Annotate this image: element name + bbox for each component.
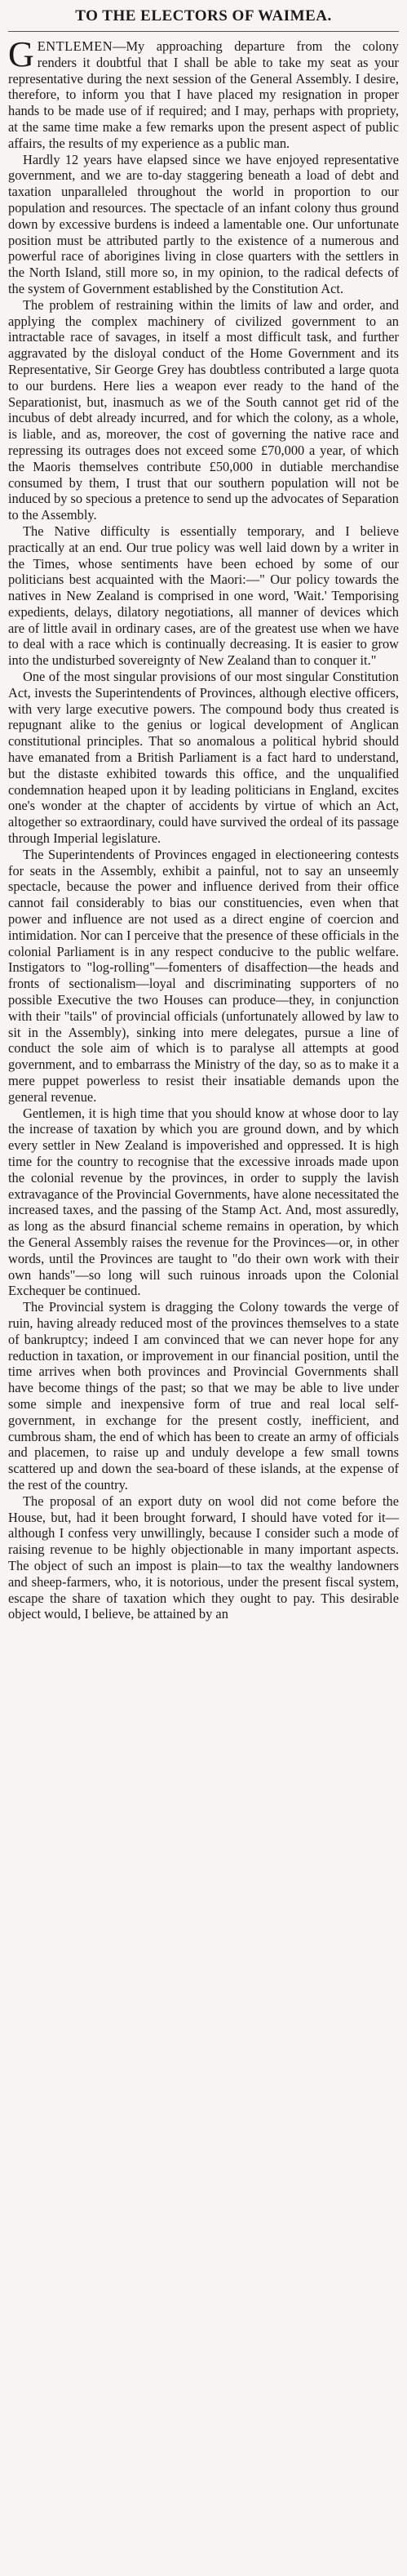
article-paragraph: Hardly 12 years have elapsed since we have enjoyed representative government, and we are to-day staggering beneath a load of debt and taxation unparalleled throughout the world in proportion to our population and resources. The spectacle of an infant colony thus ground down by excessive burdens is indeed a lamentable one. Our unfortunate position must be attributed partly to the existence of a numerous and powerful race of aborigines living in close quarters with the settlers in the North Island, still more so, in my opinion, to the radical defects of the system of Government established by the Constitution Act. [8, 151, 399, 296]
article-paragraph: The proposal of an export duty on wool did not come before the House, but, had it been brought forward, I should have voted for it—although I confess very unwillingly, because I consider such a mode of raising revenue to be highly objectionable in many important aspects. The object of such an impost is plain—to tax the wealthy landowners and sheep-farmers, who, it is notorious, under the present fiscal system, escape the share of taxation which they ought to pay. This desirable object would, I believe, be attained by an [8, 1493, 399, 1622]
article-paragraph: One of the most singular provisions of our most singular Constitution Act, invests the Superintendents of Provinces, although elective officers, with very large executive powers. The compound body thus created is repugnant alike to the genius or logical development of Anglican constitutional principles. That so anomalous a political hybrid should have emanated from a British Parliament is a fact hard to understand, but the distaste exhibited towards this office, and the unqualified condemnation heaped upon it by leading politicians in England, excites one's wonder at the chapter of accidents by virtue of which an Act, altogether so extraordinary, could have survived the ordeal of its passage through Imperial legislature. [8, 669, 399, 847]
article-body [8, 34, 399, 1622]
article-paragraph: The Superintendents of Provinces engaged in electioneering contests for seats in the Assembly, exhibit a painful, not to say an unseemly spectacle, because the power and influence derived from their office cannot fail considerably to bias our constituencies, even when that power and influence are not used as a direct engine of coercion and intimidation. Nor can I perceive that the presence of these officials in the colonial Parliament is in any respect conducive to the public welfare. Instigators to "log-rolling"—fomenters of disaffection—the heads and fronts of sectionalism—loyal and discriminating supporters of no possible Executive the two Houses can produce—they, in conjunction with their "tails" of provincial officials (unfortunately allowed by law to sit in the Assembly), sinking into mere delegates, pursue a line of conduct the sole aim of which is to paralyse all attempts at good government, and to embarrass the Ministry of the day, so as to make it a mere puppet powerless to resist their insatiable demands upon the general revenue. [8, 846, 399, 1105]
drop-cap: G [8, 34, 34, 74]
article-paragraph: The Native difficulty is essentially temporary, and I believe practically at an end. Our true policy was well laid down by a writer in the Times, whose sentiments have been echoed by some of our politicians best acquainted with the Maori:—" Our policy towards the natives in New Zealand is comprised in one word, 'Wait.' Temporising expedients, delays, dilatory negotiations, all manner of devices which are of little avail in ordinary cases, are of the greatest use when we have to deal with a race which is continually decreasing. It is easier to grow into the undisturbed sovereignty of New Zealand than to conquer it." [8, 523, 399, 669]
salutation: ENTLEMEN [37, 38, 113, 54]
paragraph-text: —My approaching departure from the colony renders it doubtful that I shall be able to take my seat as your representative during the next session of the General Assembly. I desire, therefore, to inform you that I have placed my resignation in proper hands to be made use of if required; and I may, perhaps with propriety, at the same time make a few remarks upon the present aspect of public affairs, the results of my experience as a public man. [8, 38, 399, 151]
article-paragraph [8, 34, 399, 152]
article-paragraph: Gentlemen, it is high time that you should know at whose door to lay the increase of taxation by which you are ground down, and by which every settler in New Zealand is impoverished and oppressed. It is high time for the country to recognise that the excessive inroads made upon the colonial revenue by the provinces, in order to supply the lavish extravagance of the Provincial Governments, have alone necessitated the increased taxes, and the passing of the Stamp Act. And, most assuredly, as long as the absurd financial scheme remains in operation, by which the General Assembly raises the revenue for the Provinces—or, in other words, until the Provinces are taught to "do their own work with their own hands"—so long will such ruinous inroads upon the Colonial Exchequer be continued. [8, 1105, 399, 1299]
title-divider [8, 31, 399, 32]
article-paragraph: The problem of restraining within the limits of law and order, and applying the complex machinery of civilized government to an intractable race of savages, in itself a most difficult task, and further aggravated by the disloyal conduct of the Home Government and its Representative, Sir George Grey has doubtless contributed a large quota to our burdens. Here lies a weapon ever ready to the hand of the Separationist, but, inasmuch as we of the South cannot get rid of the incubus of debt already incurred, and for which the colony, as a whole, is liable, and as, moreover, the cost of governing the native race and repressing its outrages does not exceed some £70,000 a year, of which the Maoris themselves contribute £50,000 in dutiable merchandise consumed by them, I trust that our southern population will not be induced by so specious a pretence to send up the advocates of Separation to the Assembly. [8, 296, 399, 523]
article-title: TO THE ELECTORS OF WAIMEA. [75, 7, 332, 24]
article-paragraph: The Provincial system is dragging the Colony towards the verge of ruin, having already reduced most of the provinces themselves to a state of bankruptcy; indeed I am convinced that we can never hope for any reduction in taxation, or improvement in our financial position, until the time arrives when both provinces and Provincial Governments shall have become things of the past; so that we may be able to live under some simple and inexpensive form of true and real local self-government, in exchange for the present costly, inefficient, and cumbrous sham, the end of which has been to create an army of officials and placemen, to raise up and unduly develope a few small towns scattered up and down the sea-board of these islands, at the expense of the rest of the country. [8, 1299, 399, 1493]
